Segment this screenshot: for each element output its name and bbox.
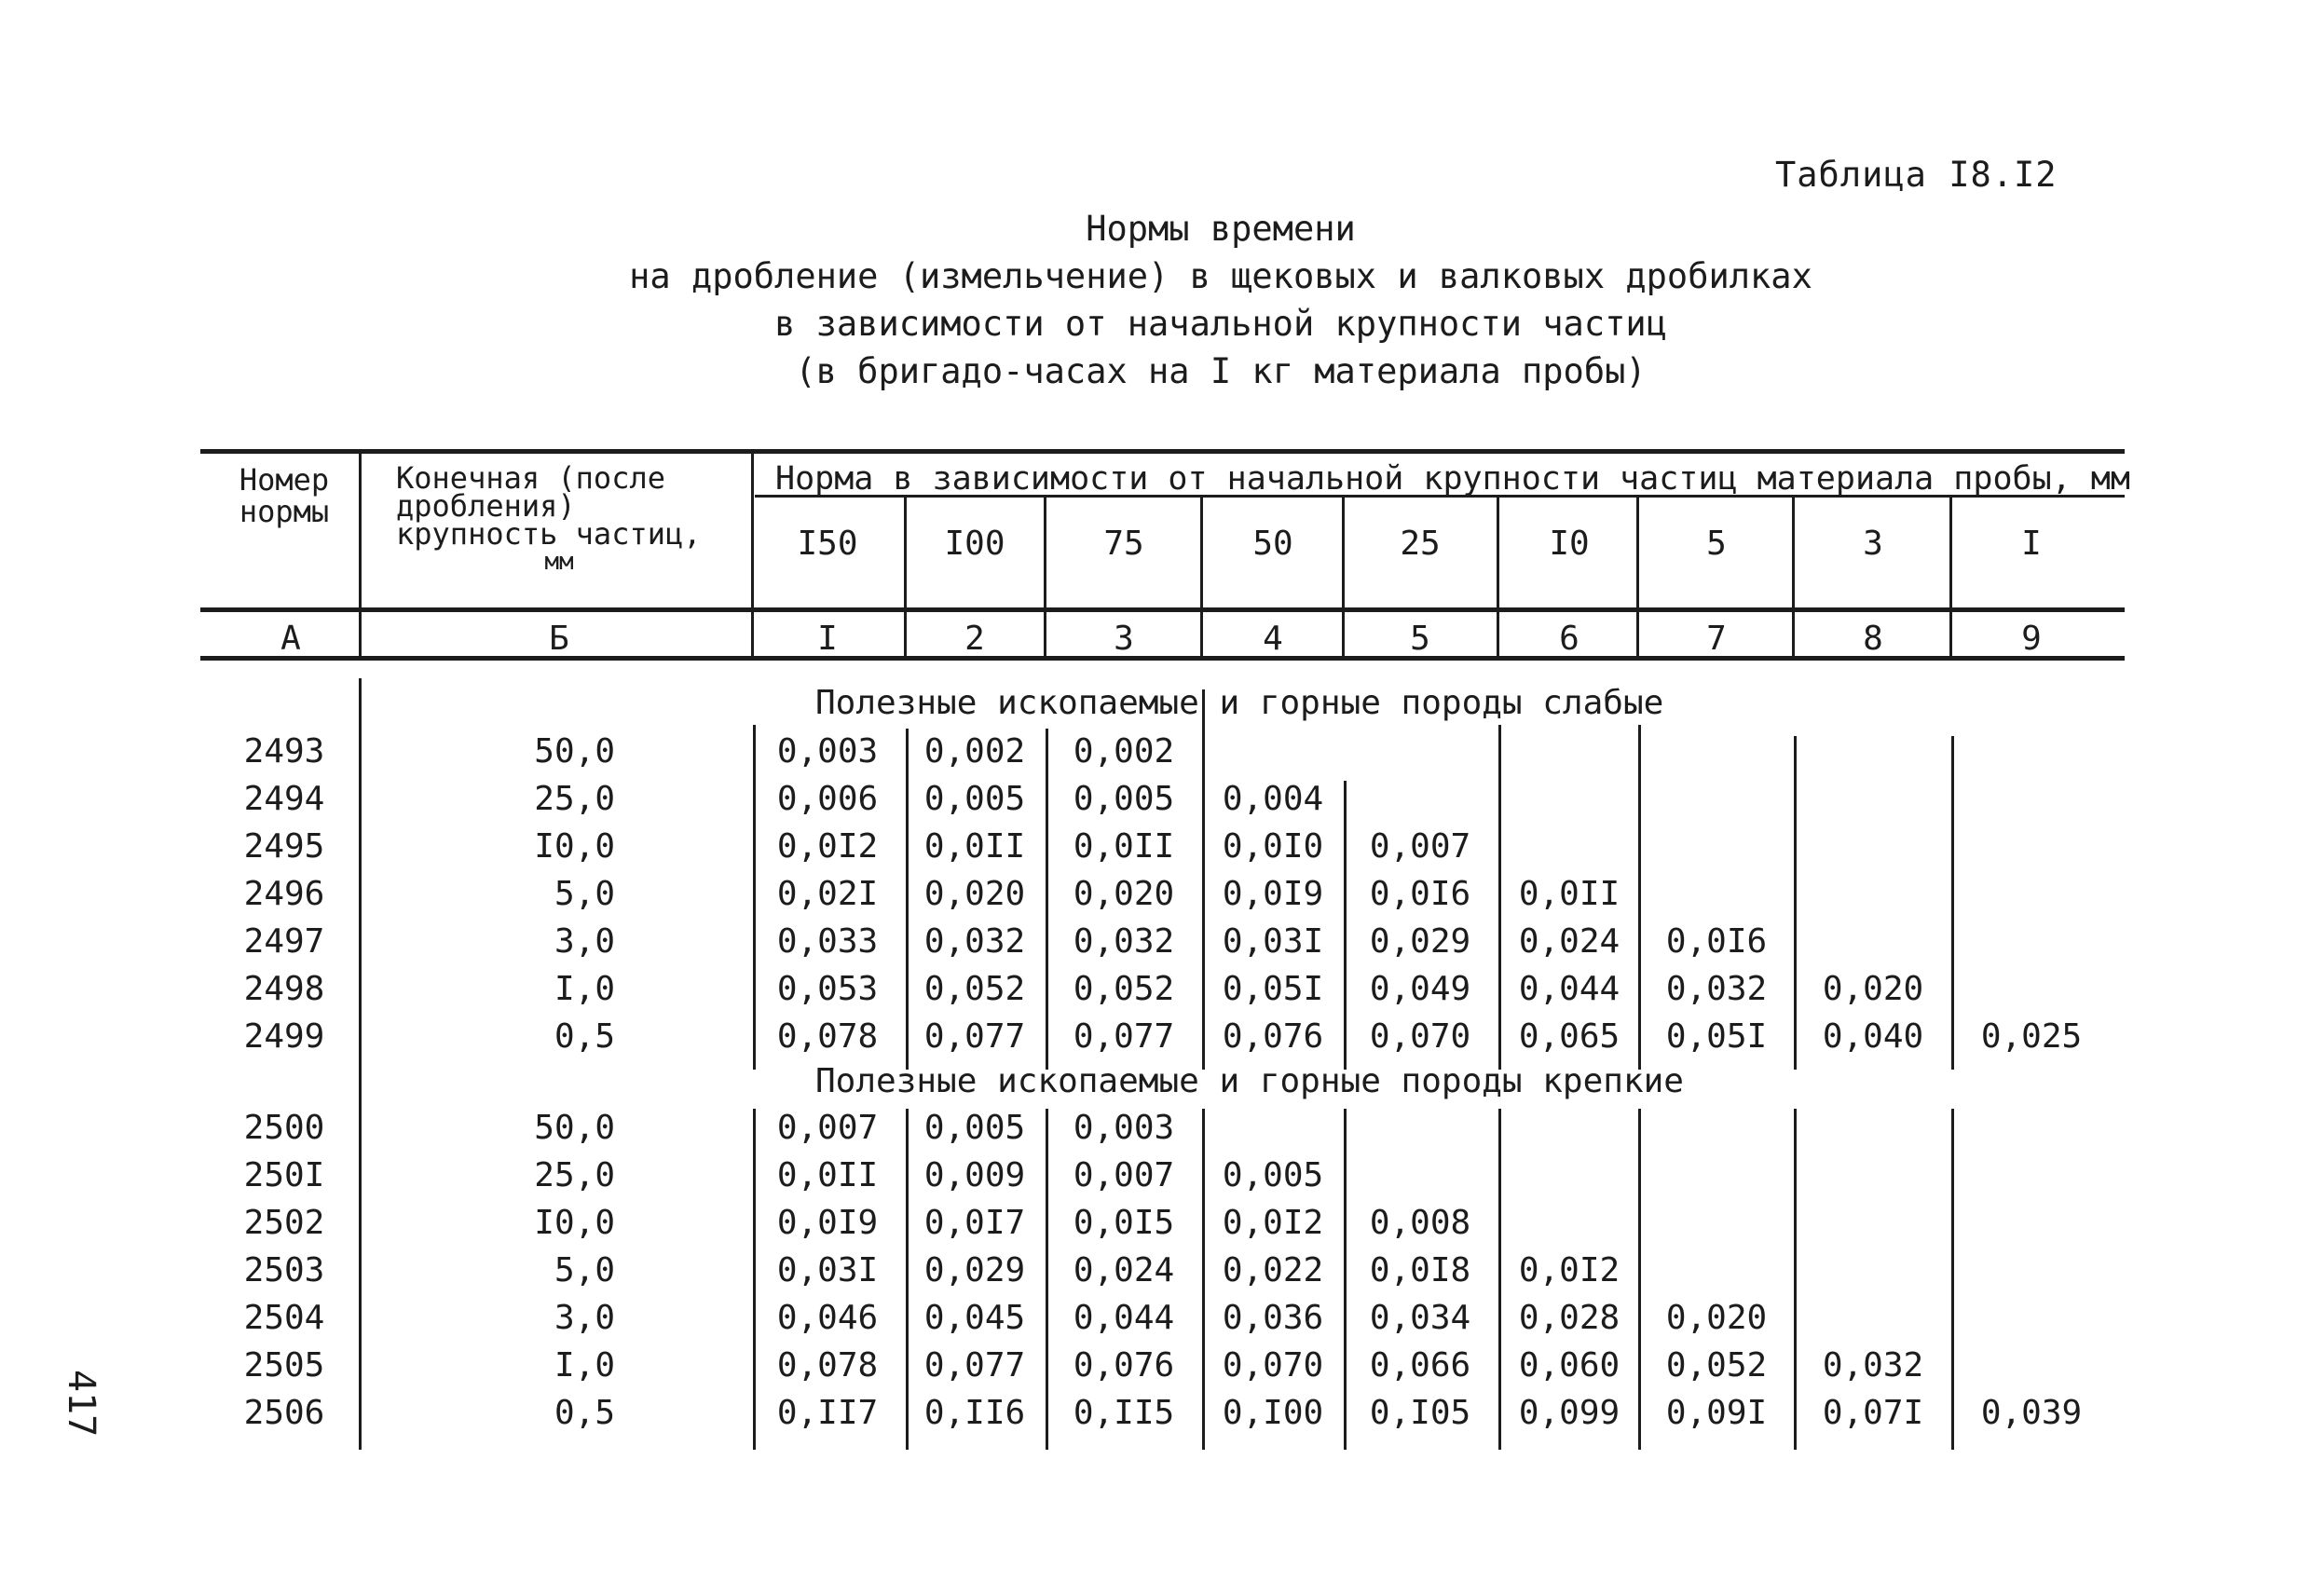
body-divider — [359, 678, 362, 1450]
title-line: (в бригадо-часах на I кг материала пробы) — [795, 351, 1647, 391]
row-final-size: 5,0 — [554, 1251, 615, 1289]
row-number: 2496 — [243, 875, 325, 913]
norm-value-cell: 0,007 — [1073, 1156, 1175, 1194]
index-cell: А — [280, 620, 301, 658]
norm-value-cell: 0,078 — [776, 1346, 879, 1385]
header-group: Норма в зависимости от начальной крупности частиц материала пробы, мм — [775, 460, 2130, 498]
norm-value-cell: 0,0I2 — [1518, 1251, 1620, 1289]
norm-value-cell: 0,005 — [1073, 780, 1175, 818]
norm-value-cell: 0,I00 — [1222, 1394, 1324, 1432]
row-final-size: 0,5 — [554, 1394, 615, 1432]
row-number: 2497 — [243, 922, 325, 961]
norm-value-cell: 0,II7 — [776, 1394, 879, 1432]
size-header-cell: 3 — [1863, 525, 1883, 563]
norm-value-cell: 0,003 — [1073, 1109, 1175, 1147]
norm-value-cell: 0,0I8 — [1369, 1251, 1471, 1289]
header-col-b-line: дробления) — [396, 488, 576, 524]
index-cell: 5 — [1410, 620, 1430, 658]
row-final-size: 0,5 — [554, 1017, 615, 1056]
row-final-size: I,0 — [554, 970, 615, 1008]
norm-value-cell: 0,0II — [923, 827, 1026, 866]
row-final-size: 5,0 — [554, 875, 615, 913]
row-number: 2498 — [243, 970, 325, 1008]
norm-value-cell: 0,007 — [776, 1109, 879, 1147]
norm-value-cell: 0,029 — [923, 1251, 1026, 1289]
row-final-size: 3,0 — [554, 1299, 615, 1337]
header-col-b-line: крупность частиц, — [396, 516, 702, 552]
norm-value-cell: 0,0II — [1073, 827, 1175, 866]
norm-value-cell: 0,II6 — [923, 1394, 1026, 1432]
norm-value-cell: 0,0I6 — [1369, 875, 1471, 913]
row-final-size: I,0 — [554, 1346, 615, 1385]
row-number: 2499 — [243, 1017, 325, 1056]
norm-value-cell: 0,0I7 — [923, 1204, 1026, 1242]
norm-value-cell: 0,005 — [923, 780, 1026, 818]
norm-value-cell: 0,022 — [1222, 1251, 1324, 1289]
row-number: 2502 — [243, 1204, 325, 1242]
size-header-cell: 5 — [1706, 525, 1727, 563]
norm-value-cell: 0,045 — [923, 1299, 1026, 1337]
header-col-a-line: нормы — [239, 494, 330, 529]
norm-value-cell: 0,02I — [776, 875, 879, 913]
row-number: 2493 — [243, 732, 325, 771]
header-col-b-line: Конечная (после — [396, 460, 665, 496]
norm-value-cell: 0,0I9 — [1222, 875, 1324, 913]
norm-value-cell: 0,005 — [923, 1109, 1026, 1147]
table-title — [503, 205, 1938, 395]
norm-value-cell: 0,066 — [1369, 1346, 1471, 1385]
norm-value-cell: 0,039 — [1980, 1394, 2083, 1432]
norm-value-cell: 0,002 — [1073, 732, 1175, 771]
row-final-size: I0,0 — [534, 827, 615, 866]
index-cell: 3 — [1114, 620, 1134, 658]
norm-value-cell: 0,070 — [1222, 1346, 1324, 1385]
norm-value-cell: 0,070 — [1369, 1017, 1471, 1056]
norm-value-cell: 0,020 — [1665, 1299, 1768, 1337]
norm-value-cell: 0,036 — [1222, 1299, 1324, 1337]
norm-value-cell: 0,078 — [776, 1017, 879, 1056]
index-cell: 8 — [1863, 620, 1883, 658]
norm-value-cell: 0,052 — [923, 970, 1026, 1008]
row-final-size: 25,0 — [534, 780, 615, 818]
row-number: 2506 — [243, 1394, 325, 1432]
norm-value-cell: 0,005 — [1222, 1156, 1324, 1194]
norm-value-cell: 0,0I5 — [1073, 1204, 1175, 1242]
row-final-size: 50,0 — [534, 1109, 615, 1147]
norm-value-cell: 0,004 — [1222, 780, 1324, 818]
norm-value-cell: 0,0I9 — [776, 1204, 879, 1242]
norm-value-cell: 0,002 — [923, 732, 1026, 771]
norm-value-cell: 0,0II — [1518, 875, 1620, 913]
norm-value-cell: 0,076 — [1073, 1346, 1175, 1385]
size-header-cell: 50 — [1252, 525, 1293, 563]
header-col-a-line: Номер — [239, 462, 330, 498]
header-col-b-line: мм — [544, 548, 574, 576]
norm-value-cell: 0,052 — [1665, 1346, 1768, 1385]
index-cell: 2 — [964, 620, 985, 658]
norm-value-cell: 0,077 — [923, 1346, 1026, 1385]
norm-value-cell: 0,049 — [1369, 970, 1471, 1008]
norm-value-cell: 0,044 — [1518, 970, 1620, 1008]
norm-value-cell: 0,020 — [923, 875, 1026, 913]
section-title-weak: Полезные ископаемые и горные породы слабые — [815, 684, 1664, 722]
size-header-cell: 75 — [1103, 525, 1144, 563]
table-top-rule — [200, 449, 2125, 454]
row-final-size: I0,0 — [534, 1204, 615, 1242]
header-divider — [1949, 498, 1952, 661]
norm-value-cell: 0,07I — [1822, 1394, 1924, 1432]
norm-value-cell: 0,077 — [1073, 1017, 1175, 1056]
header-divider — [1792, 498, 1795, 661]
row-final-size: 25,0 — [534, 1156, 615, 1194]
norm-value-cell: 0,003 — [776, 732, 879, 771]
norm-value-cell: 0,007 — [1369, 827, 1471, 866]
norm-value-cell: 0,006 — [776, 780, 879, 818]
size-header-cell: I0 — [1549, 525, 1590, 563]
title-line: на дробление (измельчение) в щековых и валковых дробилках — [629, 256, 1812, 296]
row-final-size: 50,0 — [534, 732, 615, 771]
norm-value-cell: 0,05I — [1665, 1017, 1768, 1056]
norm-value-cell: 0,008 — [1369, 1204, 1471, 1242]
norm-value-cell: 0,020 — [1073, 875, 1175, 913]
table-label: Таблица I8.I2 — [1775, 155, 2058, 195]
norm-value-cell: 0,0I0 — [1222, 827, 1324, 866]
index-cell: 4 — [1263, 620, 1283, 658]
row-number: 2494 — [243, 780, 325, 818]
norm-value-cell: 0,025 — [1980, 1017, 2083, 1056]
norm-value-cell: 0,03I — [1222, 922, 1324, 961]
norm-value-cell: 0,053 — [776, 970, 879, 1008]
norm-value-cell: 0,024 — [1518, 922, 1620, 961]
norm-value-cell: 0,052 — [1073, 970, 1175, 1008]
body-divider — [1794, 1109, 1797, 1450]
norm-value-cell: 0,032 — [1822, 1346, 1924, 1385]
norm-value-cell: 0,032 — [1073, 922, 1175, 961]
body-divider — [1951, 736, 1954, 1070]
index-cell: 6 — [1559, 620, 1579, 658]
norm-value-cell: 0,09I — [1665, 1394, 1768, 1432]
norm-value-cell: 0,0I2 — [1222, 1204, 1324, 1242]
size-header-cell: I50 — [797, 525, 858, 563]
header-col-a — [214, 464, 354, 527]
norm-value-cell: 0,009 — [923, 1156, 1026, 1194]
norm-value-cell: 0,032 — [923, 922, 1026, 961]
row-number: 2495 — [243, 827, 325, 866]
norm-value-cell: 0,029 — [1369, 922, 1471, 961]
norm-value-cell: 0,044 — [1073, 1299, 1175, 1337]
page-number: 417 — [60, 1370, 103, 1438]
norm-value-cell: 0,060 — [1518, 1346, 1620, 1385]
row-number: 2500 — [243, 1109, 325, 1147]
header-col-b — [368, 460, 750, 576]
row-number: 2504 — [243, 1299, 325, 1337]
norm-value-cell: 0,03I — [776, 1251, 879, 1289]
section-title-strong: Полезные ископаемые и горные породы крепкие — [815, 1062, 1684, 1100]
norm-value-cell: 0,034 — [1369, 1299, 1471, 1337]
size-header-cell: 25 — [1400, 525, 1441, 563]
index-cell: 7 — [1706, 620, 1727, 658]
norm-value-cell: 0,020 — [1822, 970, 1924, 1008]
norm-value-cell: 0,040 — [1822, 1017, 1924, 1056]
title-line: в зависимости от начальной крупности частиц — [774, 304, 1667, 344]
norm-value-cell: 0,099 — [1518, 1394, 1620, 1432]
body-divider — [1951, 1109, 1954, 1450]
row-number: 2503 — [243, 1251, 325, 1289]
row-final-size: 3,0 — [554, 922, 615, 961]
norm-value-cell: 0,032 — [1665, 970, 1768, 1008]
size-header-cell: I — [2021, 525, 2042, 563]
index-cell: I — [817, 620, 838, 658]
norm-value-cell: 0,033 — [776, 922, 879, 961]
index-cell: Б — [549, 620, 569, 658]
norm-value-cell: 0,0I2 — [776, 827, 879, 866]
header-bottom-rule — [200, 607, 2125, 612]
body-divider — [1794, 736, 1797, 1070]
norm-value-cell: 0,046 — [776, 1299, 879, 1337]
norm-value-cell: 0,II5 — [1073, 1394, 1175, 1432]
row-number: 250I — [243, 1156, 325, 1194]
norm-value-cell: 0,024 — [1073, 1251, 1175, 1289]
size-header-cell: I00 — [944, 525, 1005, 563]
title-line: Нормы времени — [1086, 209, 1356, 249]
norm-value-cell: 0,0I6 — [1665, 922, 1768, 961]
norm-value-cell: 0,05I — [1222, 970, 1324, 1008]
index-cell: 9 — [2021, 620, 2042, 658]
norm-value-cell: 0,I05 — [1369, 1394, 1471, 1432]
norm-value-cell: 0,076 — [1222, 1017, 1324, 1056]
row-number: 2505 — [243, 1346, 325, 1385]
norm-value-cell: 0,077 — [923, 1017, 1026, 1056]
norm-value-cell: 0,0II — [776, 1156, 879, 1194]
norm-value-cell: 0,028 — [1518, 1299, 1620, 1337]
norm-value-cell: 0,065 — [1518, 1017, 1620, 1056]
